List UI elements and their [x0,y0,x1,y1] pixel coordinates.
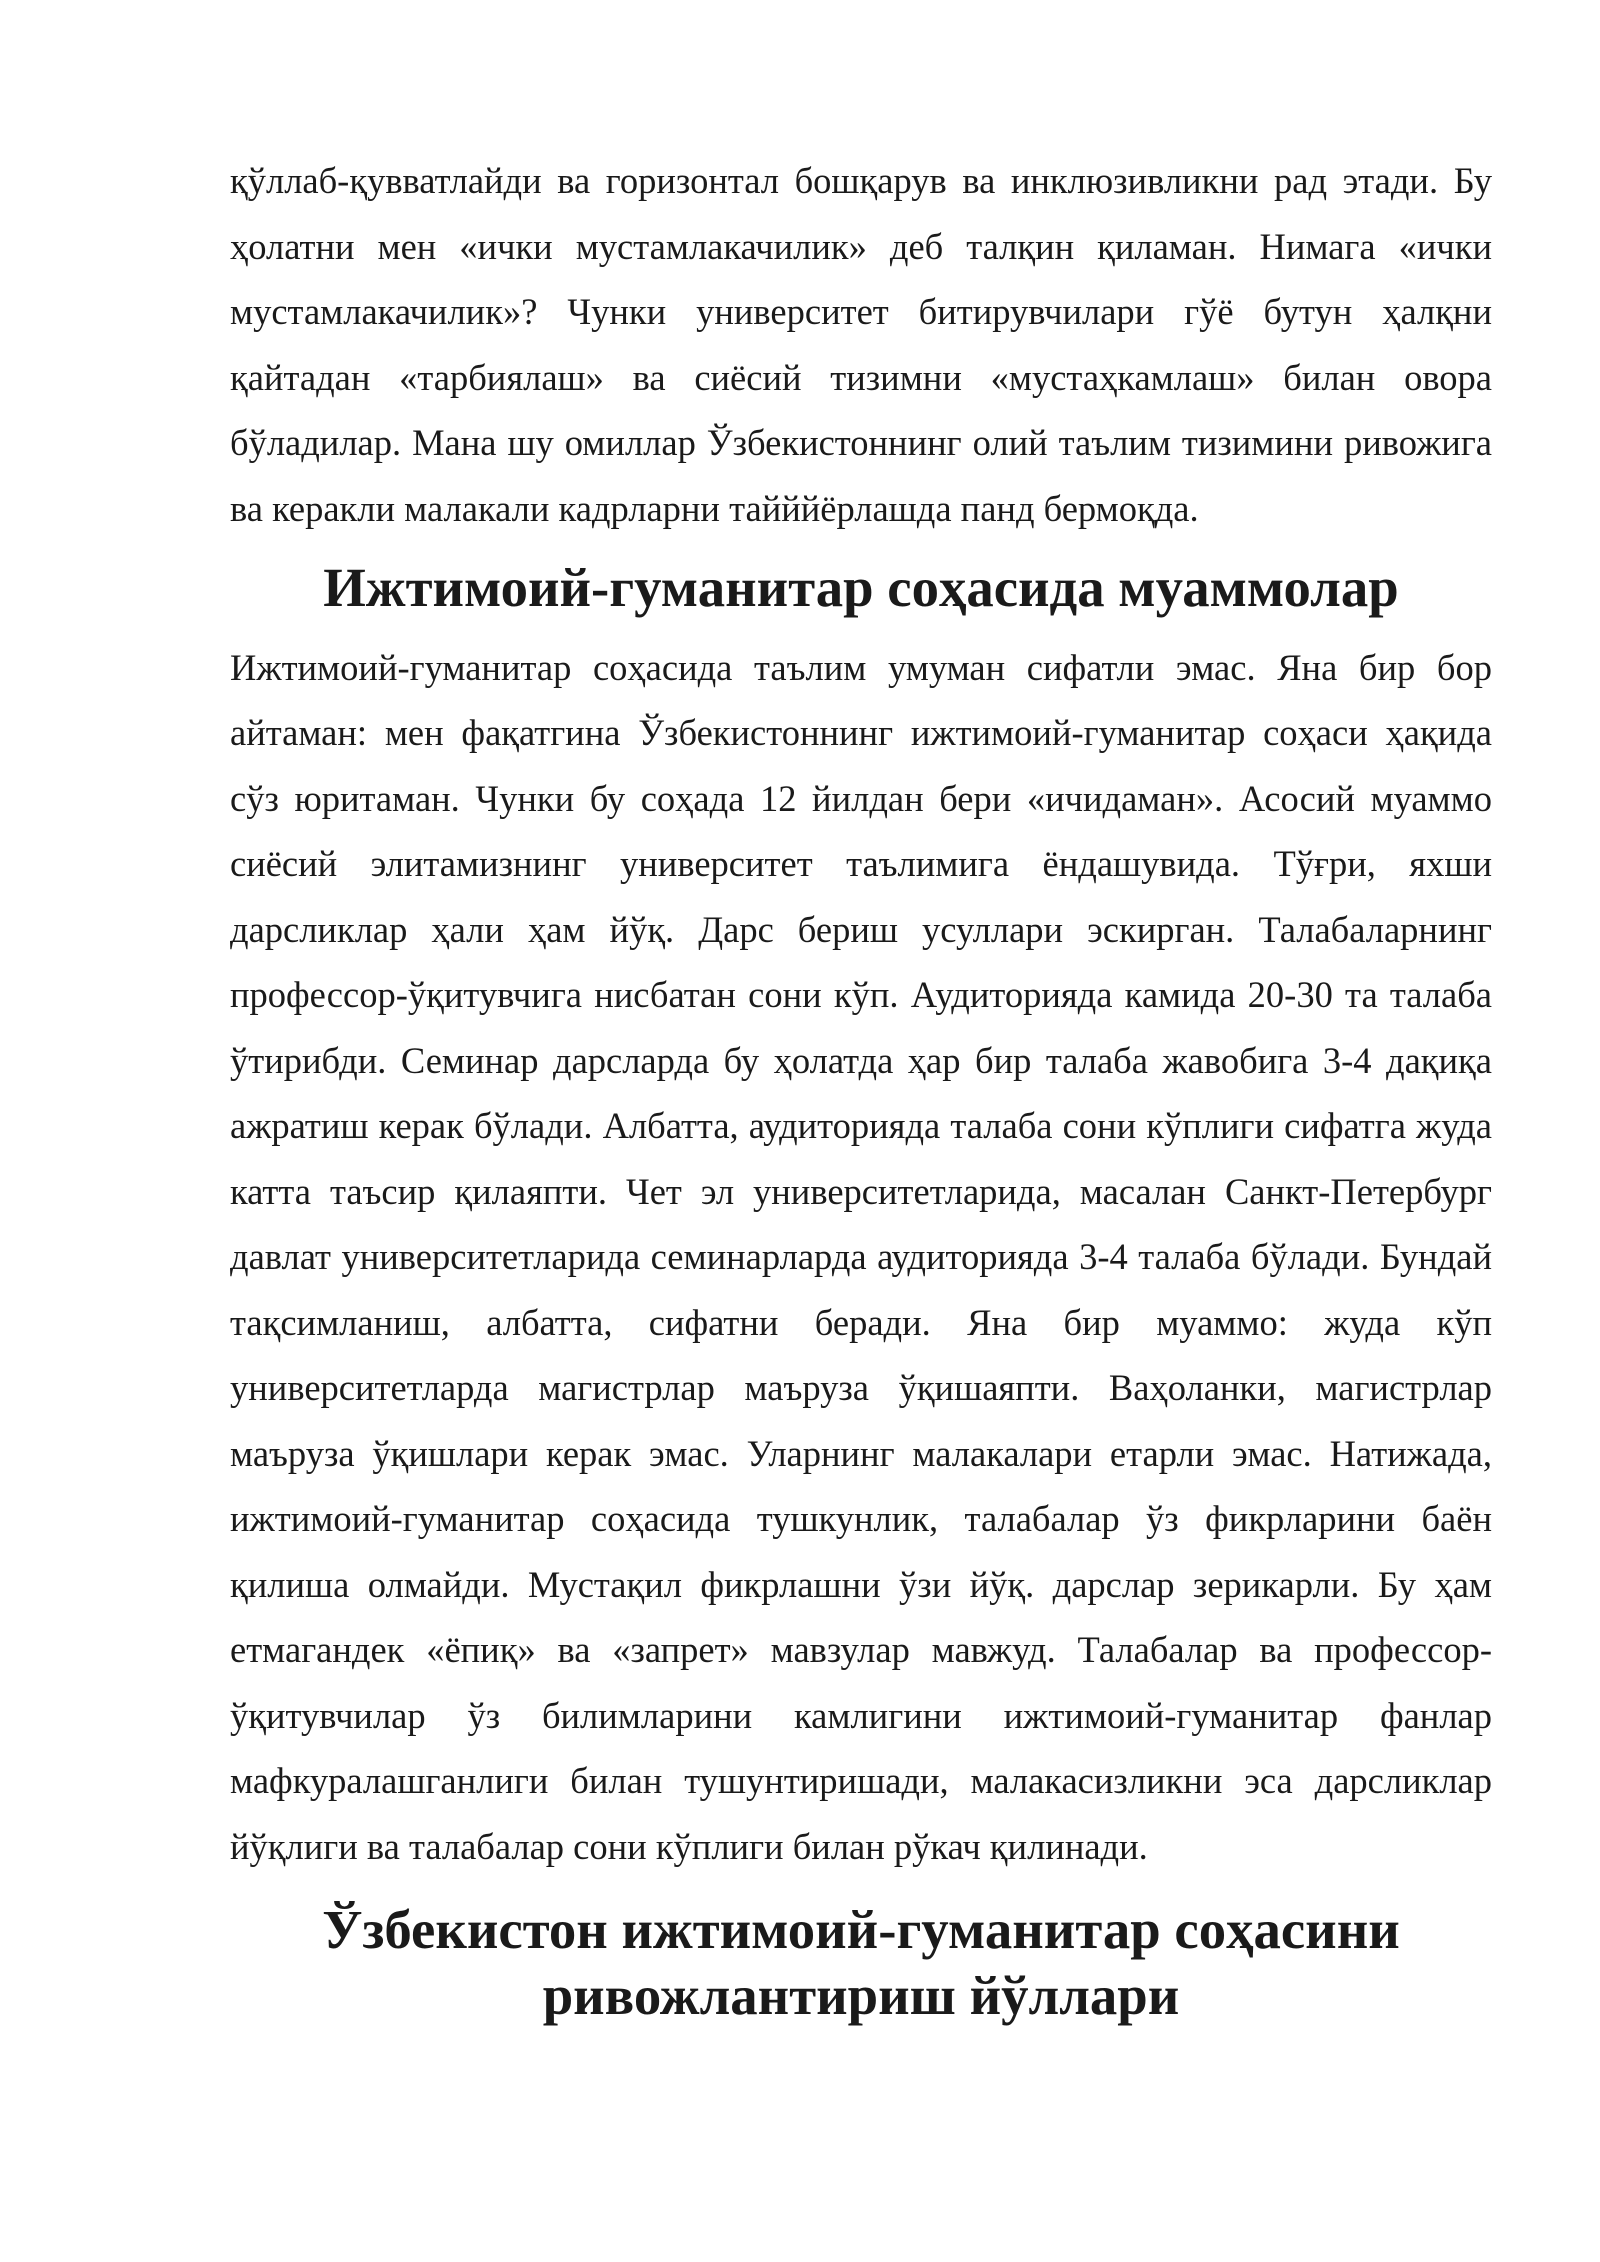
section-heading-problems: Ижтимоий-гуманитар соҳасида муаммолар [323,557,1399,618]
paragraph-problems: Ижтимоий-гуманитар соҳасида таълим умуман сифатли эмас. Яна бир бор айтаман: мен фақатгина Ўзбекистоннинг ижтимоий-гуманитар соҳаси ҳақида сўз юритаман. Чунки бу соҳада 12 йилдан бери «ичидаман». Асосий муаммо сиёсий элитамизнинг университет таълимига ёндашувида. Тўғри, яхши дарсликлар ҳали ҳам йўқ. Дарс бериш усуллари эскирган. Талабаларнинг профессор-ўқитувчига нисбатан сони кўп. Аудиторияда камида 20-30 та талаба ўтирибди. Семинар дарсларда бу ҳолатда ҳар бир талаба жавобига 3-4 дақиқа ажратиш керак бўлади. Албатта, аудиторияда талаба сони кўплиги сифатга жуда катта таъсир қилаяпти. Чет эл университетларида, масалан Санкт-Петербург давлат университетларида семинарларда аудиторияда 3-4 талаба бўлади. Бундай тақсимланиш, албатта, сифатни беради. Яна бир муаммо: жуда кўп университетларда магистрлар маъруза ўқишаяпти. Ваҳоланки, магистрлар маъруза ўқишлари керак эмас. Уларнинг малакалари етарли эмас. Натижада, ижтимоий-гуманитар соҳасида тушкунлик, талабалар ўз фикрларини баён қилиша олмайди. Мустақил фикрлашни ўзи йўқ. дарслар зерикарли. Бу ҳам етмагандек «ёпиқ» ва «запрет» мавзулар мавжуд. Талабалар ва профессор-ўқитувчилар ўз билимларини камлигини ижтимоий-гуманитар фанлар мафкуралашганлиги билан тушунтиришади, малакасизликни эса дарсликлар йўқлиги ва талабалар сони кўплиги билан рўкач қилинади. [230,646,1492,1867]
document-page [230,148,1492,2028]
paragraph-intro: қўллаб-қувватлайди ва горизонтал бошқарув ва инклюзивликни рад этади. Бу ҳолатни мен «ички мустамлакачилик» деб талқин қиламан. Нимага «ички мустамлакачилик»? Чунки университет битирувчилари гўё бутун ҳалқни қайтадан «тарбиялаш» ва сиёсий тизимни «мустаҳкамлаш» билан овора бўладилар. Мана шу омиллар Ўзбекистоннинг олий таълим тизимини ривожига ва керакли малакали кадрларни тайййёрлашда панд бермоқда. [230,160,1492,529]
section-heading-development: Ўзбекистон ижтимоий-гуманитар соҳасини ривожлантириш йўллари [322,1899,1400,2026]
